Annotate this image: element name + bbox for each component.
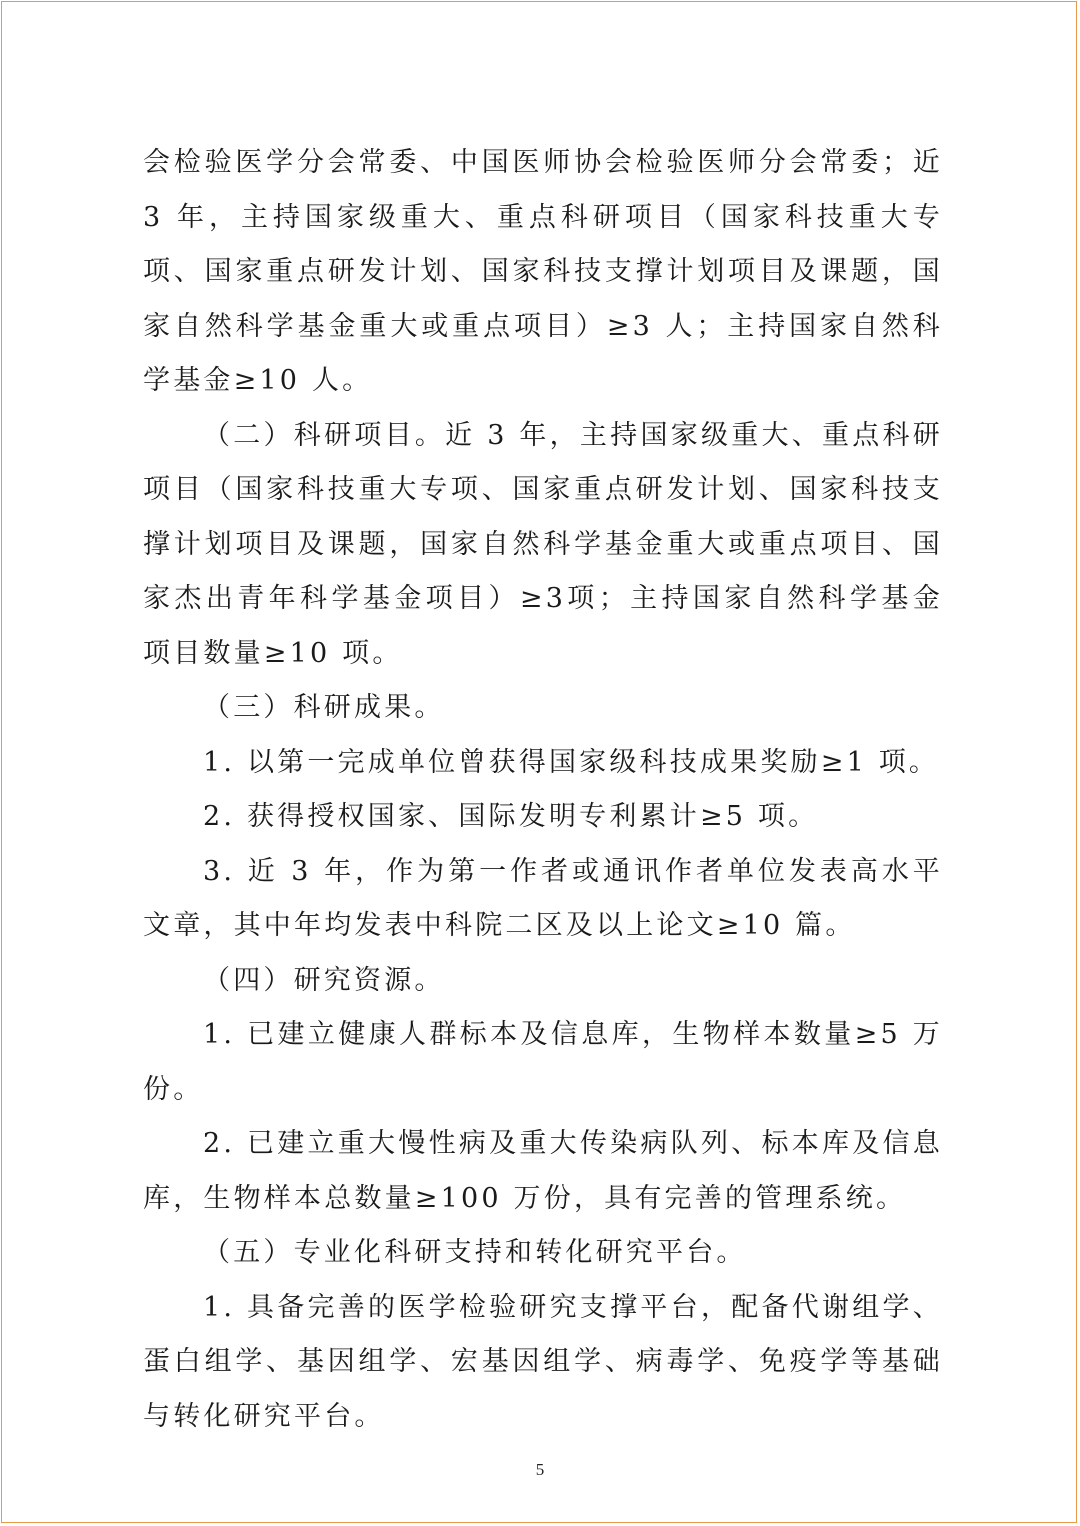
- list-item-resources-1: 1. 已建立健康人群标本及信息库，生物样本数量≥5 万份。: [143, 1019, 943, 1105]
- heading-research-results: （三）科研成果。: [203, 692, 445, 723]
- list-item-platform-1: 1. 具备完善的医学检验研究支撑平台，配备代谢组学、蛋白组学、基因组学、宏基因组学、病毒学、免疫学等基础与转化研究平台。: [143, 1291, 943, 1432]
- paragraph-research-projects: （二）科研项目。近 3 年，主持国家级重大、重点科研项目（国家科技重大专项、国家重点研发计划、国家科技支撑计划项目及课题，国家自然科学基金重大或重点项目、国家杰出青年科学基金项目）≥3项；主持国家自然科学基金项目数量≥10 项。: [143, 419, 943, 669]
- heading-research-resources: （四）研究资源。: [203, 964, 445, 996]
- page-number: 5: [535, 1460, 545, 1479]
- paragraph-continued-personnel: 会检验医学分会常委、中国医师协会检验医师分会常委；近 3 年，主持国家级重大、重点科研项目（国家科技重大专项、国家重点研发计划、国家科技支撑计划项目及课题，国家自然科学基金重大或重点项目）≥3 人；主持国家自然科学基金≥10 人。: [143, 147, 943, 396]
- document-body: [143, 136, 943, 1444]
- heading-research-platform: （五）专业化科研支持和转化研究平台。: [203, 1237, 747, 1268]
- list-item-results-3: 3. 近 3 年，作为第一作者或通讯作者单位发表高水平文章，其中年均发表中科院二区及以上论文≥10 篇。: [143, 855, 943, 941]
- list-item-resources-2: 2. 已建立重大慢性病及重大传染病队列、标本库及信息库，生物样本总数量≥100 万份，具有完善的管理系统。: [143, 1128, 943, 1214]
- list-item-results-2: 2. 获得授权国家、国际发明专利累计≥5 项。: [203, 801, 819, 832]
- list-item-results-1: 1. 以第一完成单位曾获得国家级科技成果奖励≥1 项。: [203, 746, 940, 778]
